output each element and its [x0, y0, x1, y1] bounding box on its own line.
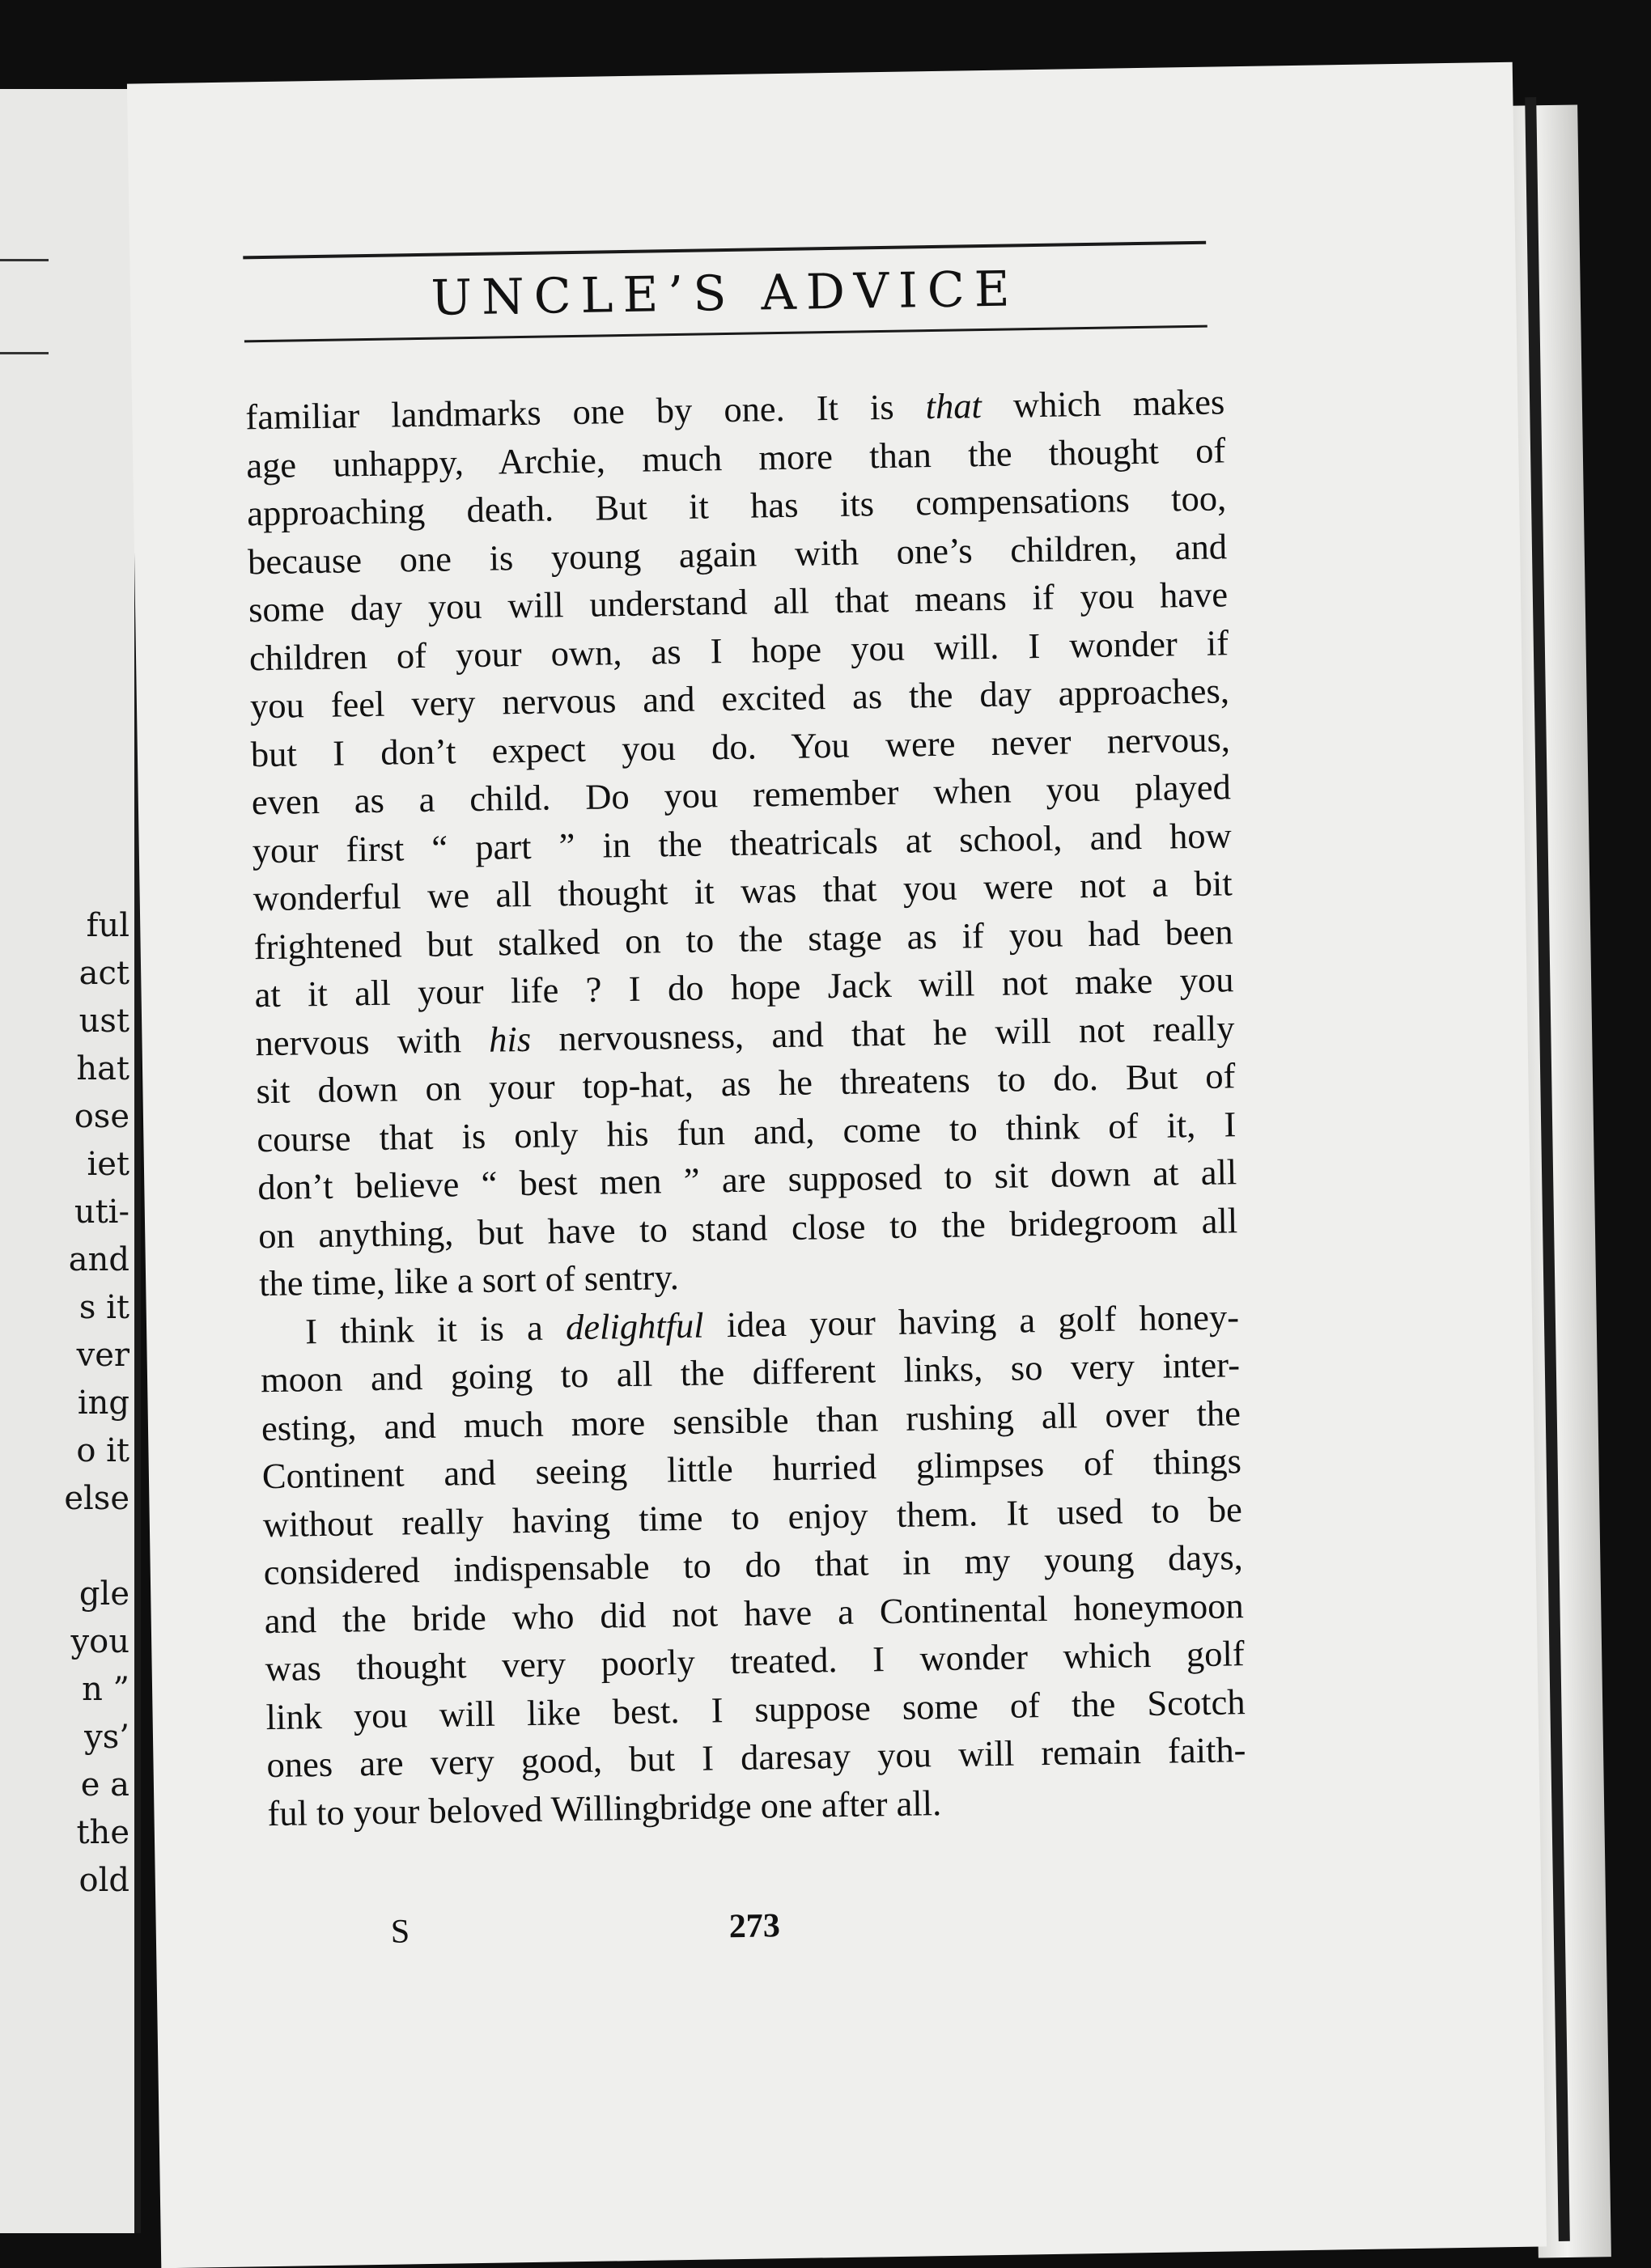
- left-page-fragment: else: [64, 1480, 129, 1517]
- text-run: moon and going to all the different links, so very inter-: [260, 1344, 1241, 1401]
- left-page-fragment: n ”: [82, 1671, 129, 1708]
- text-run: even as a child. Do you remember when you played: [251, 766, 1232, 823]
- text-run: the time, like a sort of sentry.: [258, 1257, 680, 1304]
- left-page-header-rule: [0, 259, 49, 261]
- text-run: on anything, but have to stand close to the bridegroom all: [257, 1199, 1238, 1256]
- left-page-fragment: iet: [87, 1146, 129, 1183]
- text-run: which makes: [981, 381, 1225, 426]
- text-run: at it all your life ? I do hope Jack will not make you: [254, 959, 1234, 1015]
- left-page-fragment: ver: [76, 1337, 129, 1374]
- text-run: ful to your beloved Willingbridge one after all.: [267, 1782, 942, 1833]
- left-page-fragment: e a: [80, 1766, 129, 1804]
- left-page-fragment: ful: [86, 907, 129, 944]
- left-page-fragment: o it: [76, 1432, 129, 1469]
- signature-mark: S: [390, 1913, 410, 1951]
- left-page-fragment: ing: [77, 1384, 129, 1422]
- text-run: sit down on your top-hat, as he threatens to do. But of: [256, 1055, 1236, 1112]
- left-page-fragment: ose: [74, 1098, 129, 1135]
- page-footer: [390, 1901, 1118, 1951]
- text-run: course that is only his fun and, come to think of it, I: [257, 1103, 1237, 1159]
- left-page-fragment: s it: [79, 1289, 129, 1326]
- text-run: some day you will understand all that means if you have: [248, 574, 1229, 630]
- text-run: because one is young again with one’s children, and: [247, 525, 1228, 582]
- text-run: familiar landmarks one by one. It is: [244, 386, 926, 438]
- running-head: UNCLE’S ADVICE: [431, 261, 1021, 327]
- text-run: nervous with: [255, 1019, 490, 1063]
- text-run: without really having time to enjoy them. It used to be: [262, 1488, 1243, 1545]
- italic-emphasis: that: [925, 385, 983, 427]
- text-run: ones are very good, but I daresay you will remain faith-: [266, 1729, 1246, 1786]
- text-run: age unhappy, Archie, much more than the thought of: [245, 429, 1226, 485]
- left-page-text-fragments: [64, 902, 129, 1905]
- left-page-fragment: the: [76, 1814, 129, 1851]
- text-run: frightened but stalked on to the stage as if you had been: [253, 910, 1233, 967]
- text-run: esting, and much more sensible than rushing all over the: [261, 1392, 1241, 1448]
- left-page-header-rule-lower: [0, 352, 49, 354]
- left-page-fragment: ys’: [84, 1719, 129, 1756]
- text-run: you feel very nervous and excited as the day approaches,: [249, 670, 1230, 727]
- text-run: and the bride who did not have a Continental honeymoon: [264, 1584, 1244, 1641]
- text-run: wonderful we all thought it was that you were not a bit: [253, 863, 1233, 919]
- text-run: your first “ part ” in the theatricals at school, and how: [252, 814, 1233, 871]
- left-page-fragment: [64, 1523, 129, 1571]
- text-run: nervousness, and that he will not really: [530, 1007, 1235, 1059]
- text-run: I think it is a: [304, 1306, 567, 1351]
- left-page-fragment: hat: [76, 1050, 129, 1087]
- italic-emphasis: his: [488, 1018, 532, 1060]
- text-run: don’t believe “ best men ” are supposed to sit down at all: [257, 1151, 1237, 1208]
- text-run: was thought very poorly treated. I wonder which golf: [265, 1633, 1245, 1689]
- text-run: idea your having a golf honey-: [703, 1295, 1240, 1346]
- body-text: [245, 378, 1247, 1838]
- left-facing-page: [0, 89, 141, 2233]
- text-run: approaching death. But it has its compensations too,: [246, 477, 1227, 534]
- left-page-fragment: uti-: [74, 1193, 129, 1231]
- page-header: [243, 241, 1207, 343]
- book-page: [127, 62, 1547, 2268]
- text-run: considered indispensable to do that in my young days,: [263, 1537, 1244, 1593]
- page-number: 273: [728, 1907, 781, 1946]
- text-run: link you will like best. I suppose some of the Scotch: [265, 1681, 1246, 1737]
- text-run: children of your own, as I hope you will. I wonder if: [248, 621, 1229, 678]
- left-page-fragment: ust: [79, 1003, 129, 1040]
- text-run: but I don’t expect you do. You were never nervous,: [250, 718, 1231, 774]
- text-run: Continent and seeing little hurried glimpses of things: [261, 1440, 1242, 1497]
- left-page-fragment: act: [79, 955, 129, 992]
- left-page-fragment: old: [79, 1862, 129, 1899]
- left-page-fragment: gle: [79, 1575, 129, 1613]
- left-page-fragment: and: [68, 1241, 129, 1278]
- italic-emphasis: delightful: [565, 1304, 704, 1347]
- left-page-fragment: you: [70, 1623, 129, 1660]
